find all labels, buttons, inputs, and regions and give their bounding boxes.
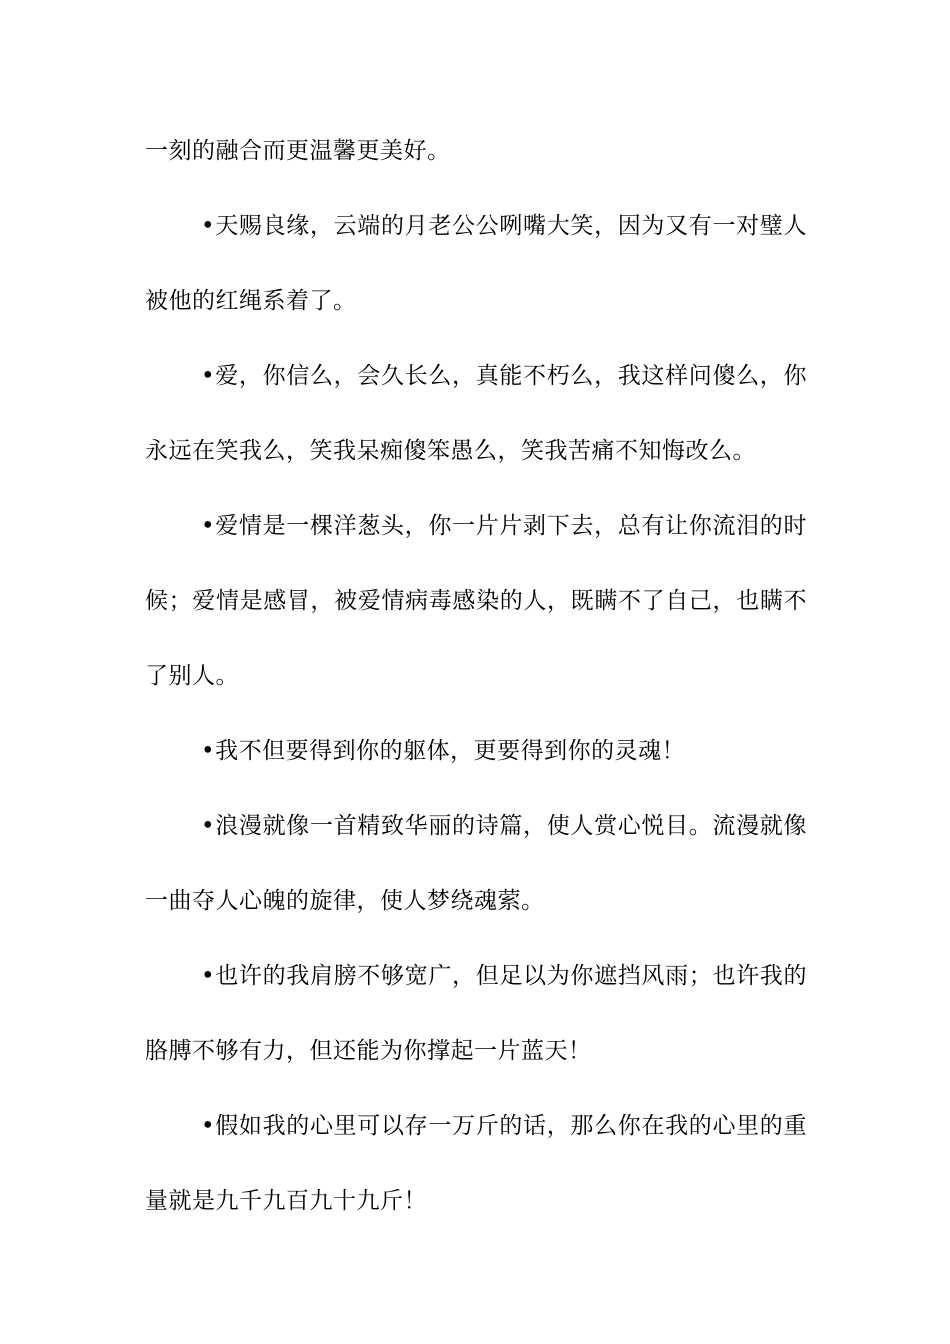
paragraph-bullet: •我不但要得到你的躯体，更要得到你的灵魂！	[201, 738, 686, 764]
document-body	[145, 114, 807, 1239]
paragraph-bullet: •爱情是一棵洋葱头，你一片片剥下去，总有让你流泪的时候；爱情是感冒，被爱情病毒感染的人，既瞒不了自己，也瞒不了别人。	[145, 513, 807, 689]
paragraph-bullet: •也许的我肩膀不够宽广，但足以为你遮挡风雨；也许我的胳膊不够有力，但还能为你撑起一片蓝天！	[145, 963, 807, 1064]
paragraph-continuation: 一刻的融合而更温馨更美好。	[145, 138, 451, 164]
paragraph-bullet: •天赐良缘，云端的月老公公咧嘴大笑，因为又有一对璧人被他的红绳系着了。	[145, 213, 807, 314]
paragraph-bullet: •浪漫就像一首精致华丽的诗篇，使人赏心悦目。流漫就像一曲夺人心魄的旋律，使人梦绕魂萦。	[145, 813, 807, 914]
paragraph-bullet: •爱，你信么，会久长么，真能不朽么，我这样问傻么，你永远在笑我么，笑我呆痴傻笨愚么，笑我苦痛不知悔改么。	[145, 363, 807, 464]
paragraph-bullet: •假如我的心里可以存一万斤的话，那么你在我的心里的重量就是九千九百九十九斤！	[145, 1113, 807, 1214]
